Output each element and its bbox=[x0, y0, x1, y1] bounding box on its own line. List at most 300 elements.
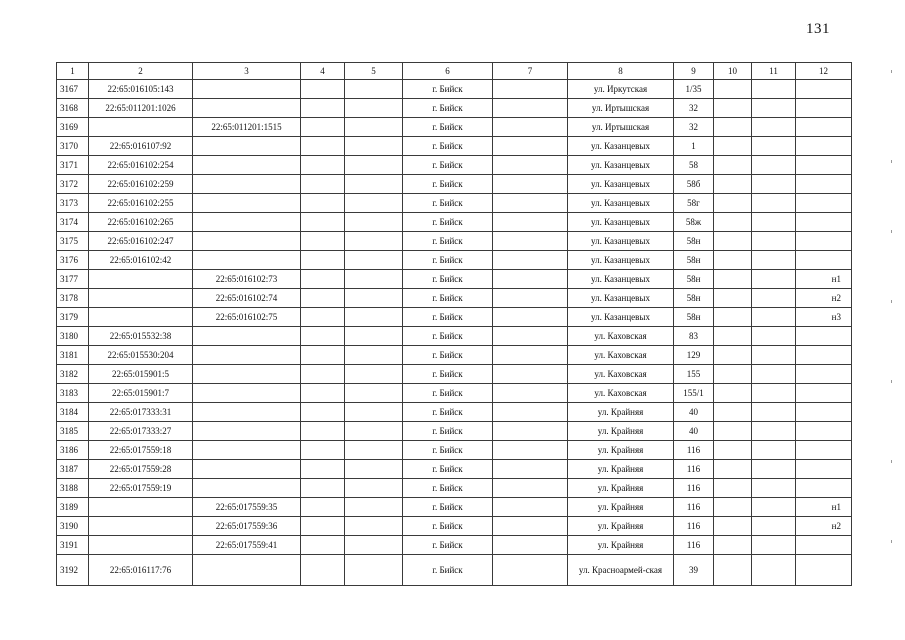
cell-col-4 bbox=[301, 118, 345, 137]
cell-col-6: г. Бийск bbox=[403, 156, 493, 175]
table-row bbox=[57, 327, 852, 346]
cell-col-6: г. Бийск bbox=[403, 384, 493, 403]
cell-col-1: 3171 bbox=[57, 156, 89, 175]
cell-col-3 bbox=[193, 175, 301, 194]
cell-col-10 bbox=[714, 365, 752, 384]
cell-col-8: ул. Крайняя bbox=[568, 498, 674, 517]
cell-col-6: г. Бийск bbox=[403, 232, 493, 251]
cell-col-9: 40 bbox=[674, 403, 714, 422]
cell-col-6: г. Бийск bbox=[403, 479, 493, 498]
cell-col-9: 40 bbox=[674, 422, 714, 441]
cell-col-4 bbox=[301, 327, 345, 346]
cell-col-10 bbox=[714, 536, 752, 555]
cell-col-4 bbox=[301, 251, 345, 270]
cell-col-7 bbox=[493, 327, 568, 346]
cell-col-9: 116 bbox=[674, 517, 714, 536]
cell-col-9: 155 bbox=[674, 365, 714, 384]
cell-col-6: г. Бийск bbox=[403, 498, 493, 517]
cell-col-12 bbox=[796, 99, 852, 118]
cell-col-3 bbox=[193, 422, 301, 441]
cell-col-12: н1 bbox=[796, 270, 852, 289]
cell-col-7 bbox=[493, 137, 568, 156]
cell-col-2: 22:65:016107:92 bbox=[89, 137, 193, 156]
cell-col-4 bbox=[301, 384, 345, 403]
cell-col-3 bbox=[193, 137, 301, 156]
cell-col-9: 116 bbox=[674, 479, 714, 498]
cell-col-7 bbox=[493, 270, 568, 289]
cell-col-4 bbox=[301, 479, 345, 498]
table-row bbox=[57, 80, 852, 99]
cell-col-1: 3178 bbox=[57, 289, 89, 308]
column-header-10: 10 bbox=[714, 63, 752, 80]
cell-col-1: 3182 bbox=[57, 365, 89, 384]
cell-col-12 bbox=[796, 213, 852, 232]
cell-col-1: 3192 bbox=[57, 555, 89, 586]
cell-col-5 bbox=[345, 536, 403, 555]
cell-col-12 bbox=[796, 118, 852, 137]
cell-col-4 bbox=[301, 403, 345, 422]
cell-col-8: ул. Казанцевых bbox=[568, 232, 674, 251]
cell-col-4 bbox=[301, 175, 345, 194]
cell-col-2: 22:65:016102:265 bbox=[89, 213, 193, 232]
cell-col-10 bbox=[714, 422, 752, 441]
cell-col-10 bbox=[714, 80, 752, 99]
cell-col-9: 58н bbox=[674, 308, 714, 327]
cell-col-8: ул. Казанцевых bbox=[568, 213, 674, 232]
cell-col-12 bbox=[796, 194, 852, 213]
cell-col-4 bbox=[301, 441, 345, 460]
cell-col-6: г. Бийск bbox=[403, 365, 493, 384]
column-header-4: 4 bbox=[301, 63, 345, 80]
cell-col-1: 3180 bbox=[57, 327, 89, 346]
cell-col-10 bbox=[714, 232, 752, 251]
cell-col-8: ул. Крайняя bbox=[568, 460, 674, 479]
cell-col-11 bbox=[752, 346, 796, 365]
cell-col-7 bbox=[493, 346, 568, 365]
cell-col-10 bbox=[714, 175, 752, 194]
cell-col-6: г. Бийск bbox=[403, 555, 493, 586]
cell-col-11 bbox=[752, 118, 796, 137]
cell-col-5 bbox=[345, 384, 403, 403]
cell-col-6: г. Бийск bbox=[403, 270, 493, 289]
cell-col-11 bbox=[752, 365, 796, 384]
header-row bbox=[57, 63, 852, 80]
cell-col-7 bbox=[493, 441, 568, 460]
cell-col-1: 3179 bbox=[57, 308, 89, 327]
cell-col-9: 116 bbox=[674, 536, 714, 555]
cell-col-3: 22:65:016102:74 bbox=[193, 289, 301, 308]
cell-col-3 bbox=[193, 156, 301, 175]
cell-col-5 bbox=[345, 346, 403, 365]
column-header-11: 11 bbox=[752, 63, 796, 80]
cell-col-8: ул. Казанцевых bbox=[568, 194, 674, 213]
cell-col-12: н2 bbox=[796, 517, 852, 536]
cell-col-1: 3191 bbox=[57, 536, 89, 555]
table-row bbox=[57, 460, 852, 479]
cell-col-6: г. Бийск bbox=[403, 175, 493, 194]
cell-col-2 bbox=[89, 308, 193, 327]
cell-col-1: 3173 bbox=[57, 194, 89, 213]
cell-col-8: ул. Каховская bbox=[568, 384, 674, 403]
cell-col-9: 58б bbox=[674, 175, 714, 194]
table-row bbox=[57, 346, 852, 365]
cell-col-12 bbox=[796, 365, 852, 384]
cell-col-1: 3177 bbox=[57, 270, 89, 289]
cell-col-7 bbox=[493, 175, 568, 194]
cell-col-5 bbox=[345, 270, 403, 289]
table-row bbox=[57, 232, 852, 251]
cell-col-9: 58н bbox=[674, 270, 714, 289]
cell-col-11 bbox=[752, 308, 796, 327]
cell-col-3 bbox=[193, 403, 301, 422]
cell-col-8: ул. Казанцевых bbox=[568, 289, 674, 308]
cell-col-4 bbox=[301, 422, 345, 441]
cell-col-2: 22:65:016102:255 bbox=[89, 194, 193, 213]
table-row bbox=[57, 536, 852, 555]
cell-col-6: г. Бийск bbox=[403, 194, 493, 213]
cell-col-12 bbox=[796, 175, 852, 194]
cell-col-5 bbox=[345, 517, 403, 536]
cell-col-9: 1/35 bbox=[674, 80, 714, 99]
cell-col-12 bbox=[796, 460, 852, 479]
cell-col-2: 22:65:016105:143 bbox=[89, 80, 193, 99]
cell-col-7 bbox=[493, 517, 568, 536]
cell-col-4 bbox=[301, 460, 345, 479]
cell-col-7 bbox=[493, 194, 568, 213]
cell-col-1: 3175 bbox=[57, 232, 89, 251]
cell-col-3: 22:65:011201:1515 bbox=[193, 118, 301, 137]
cell-col-3: 22:65:017559:36 bbox=[193, 517, 301, 536]
cell-col-2: 22:65:017559:19 bbox=[89, 479, 193, 498]
cell-col-7 bbox=[493, 536, 568, 555]
cell-col-6: г. Бийск bbox=[403, 403, 493, 422]
cell-col-2: 22:65:011201:1026 bbox=[89, 99, 193, 118]
cell-col-9: 58н bbox=[674, 251, 714, 270]
cell-col-5 bbox=[345, 213, 403, 232]
cell-col-8: ул. Каховская bbox=[568, 327, 674, 346]
cell-col-6: г. Бийск bbox=[403, 460, 493, 479]
cell-col-11 bbox=[752, 213, 796, 232]
scan-mark bbox=[891, 460, 892, 463]
cell-col-6: г. Бийск bbox=[403, 422, 493, 441]
cell-col-9: 39 bbox=[674, 555, 714, 586]
cell-col-6: г. Бийск bbox=[403, 308, 493, 327]
cell-col-10 bbox=[714, 213, 752, 232]
table-row bbox=[57, 384, 852, 403]
cell-col-7 bbox=[493, 384, 568, 403]
cell-col-8: ул. Красноармей-ская bbox=[568, 555, 674, 586]
cell-col-10 bbox=[714, 517, 752, 536]
cell-col-7 bbox=[493, 365, 568, 384]
column-header-8: 8 bbox=[568, 63, 674, 80]
cell-col-3 bbox=[193, 460, 301, 479]
cell-col-5 bbox=[345, 479, 403, 498]
cell-col-1: 3189 bbox=[57, 498, 89, 517]
column-header-12: 12 bbox=[796, 63, 852, 80]
column-header-7: 7 bbox=[493, 63, 568, 80]
cell-col-8: ул. Казанцевых bbox=[568, 175, 674, 194]
cell-col-7 bbox=[493, 422, 568, 441]
cell-col-5 bbox=[345, 251, 403, 270]
cell-col-8: ул. Крайняя bbox=[568, 517, 674, 536]
cell-col-10 bbox=[714, 308, 752, 327]
cell-col-4 bbox=[301, 555, 345, 586]
table-row bbox=[57, 517, 852, 536]
cell-col-12: н3 bbox=[796, 308, 852, 327]
cell-col-2: 22:65:017559:18 bbox=[89, 441, 193, 460]
cell-col-12 bbox=[796, 555, 852, 586]
cell-col-7 bbox=[493, 251, 568, 270]
cell-col-4 bbox=[301, 213, 345, 232]
cell-col-1: 3186 bbox=[57, 441, 89, 460]
cell-col-1: 3174 bbox=[57, 213, 89, 232]
cell-col-3 bbox=[193, 99, 301, 118]
cell-col-1: 3185 bbox=[57, 422, 89, 441]
cell-col-5 bbox=[345, 80, 403, 99]
cell-col-8: ул. Каховская bbox=[568, 365, 674, 384]
page-number: 131 bbox=[806, 21, 830, 37]
scan-mark bbox=[891, 70, 892, 73]
cell-col-12 bbox=[796, 403, 852, 422]
cell-col-6: г. Бийск bbox=[403, 99, 493, 118]
cell-col-4 bbox=[301, 365, 345, 384]
scan-mark bbox=[891, 380, 892, 383]
cell-col-12 bbox=[796, 384, 852, 403]
cell-col-4 bbox=[301, 137, 345, 156]
cell-col-7 bbox=[493, 479, 568, 498]
cell-col-4 bbox=[301, 270, 345, 289]
cell-col-9: 58н bbox=[674, 232, 714, 251]
column-header-6: 6 bbox=[403, 63, 493, 80]
cell-col-8: ул. Каховская bbox=[568, 346, 674, 365]
cell-col-8: ул. Казанцевых bbox=[568, 308, 674, 327]
cell-col-11 bbox=[752, 270, 796, 289]
cell-col-4 bbox=[301, 194, 345, 213]
cell-col-7 bbox=[493, 232, 568, 251]
cell-col-8: ул. Казанцевых bbox=[568, 251, 674, 270]
cell-col-2 bbox=[89, 118, 193, 137]
cell-col-5 bbox=[345, 422, 403, 441]
cell-col-2: 22:65:016102:259 bbox=[89, 175, 193, 194]
cell-col-2: 22:65:015901:7 bbox=[89, 384, 193, 403]
cell-col-7 bbox=[493, 80, 568, 99]
cell-col-8: ул. Крайняя bbox=[568, 536, 674, 555]
cell-col-3: 22:65:016102:73 bbox=[193, 270, 301, 289]
cell-col-8: ул. Иркутская bbox=[568, 80, 674, 99]
cell-col-11 bbox=[752, 137, 796, 156]
cell-col-5 bbox=[345, 118, 403, 137]
cell-col-10 bbox=[714, 460, 752, 479]
cell-col-12 bbox=[796, 441, 852, 460]
cell-col-4 bbox=[301, 536, 345, 555]
cell-col-6: г. Бийск bbox=[403, 441, 493, 460]
cell-col-7 bbox=[493, 213, 568, 232]
table-row bbox=[57, 213, 852, 232]
cell-col-1: 3172 bbox=[57, 175, 89, 194]
cell-col-1: 3167 bbox=[57, 80, 89, 99]
cell-col-11 bbox=[752, 327, 796, 346]
cell-col-2: 22:65:017559:28 bbox=[89, 460, 193, 479]
cell-col-5 bbox=[345, 327, 403, 346]
cell-col-8: ул. Крайняя bbox=[568, 479, 674, 498]
cell-col-11 bbox=[752, 232, 796, 251]
cell-col-2: 22:65:017333:31 bbox=[89, 403, 193, 422]
cell-col-4 bbox=[301, 308, 345, 327]
cell-col-11 bbox=[752, 536, 796, 555]
cell-col-10 bbox=[714, 118, 752, 137]
cell-col-5 bbox=[345, 441, 403, 460]
cell-col-2: 22:65:016102:247 bbox=[89, 232, 193, 251]
cell-col-5 bbox=[345, 137, 403, 156]
cell-col-6: г. Бийск bbox=[403, 346, 493, 365]
cell-col-11 bbox=[752, 156, 796, 175]
cell-col-7 bbox=[493, 403, 568, 422]
cell-col-10 bbox=[714, 555, 752, 586]
table-body bbox=[57, 80, 852, 586]
cell-col-6: г. Бийск bbox=[403, 289, 493, 308]
cell-col-5 bbox=[345, 308, 403, 327]
cell-col-2: 22:65:016102:42 bbox=[89, 251, 193, 270]
cell-col-3: 22:65:016102:75 bbox=[193, 308, 301, 327]
cell-col-11 bbox=[752, 403, 796, 422]
cell-col-1: 3184 bbox=[57, 403, 89, 422]
cell-col-12 bbox=[796, 536, 852, 555]
cell-col-12 bbox=[796, 346, 852, 365]
cell-col-2: 22:65:015530:204 bbox=[89, 346, 193, 365]
cell-col-10 bbox=[714, 270, 752, 289]
cell-col-11 bbox=[752, 555, 796, 586]
cell-col-7 bbox=[493, 156, 568, 175]
cell-col-11 bbox=[752, 498, 796, 517]
cell-col-2 bbox=[89, 270, 193, 289]
cell-col-4 bbox=[301, 99, 345, 118]
register-table bbox=[56, 62, 852, 586]
cell-col-10 bbox=[714, 194, 752, 213]
cell-col-8: ул. Казанцевых bbox=[568, 270, 674, 289]
cell-col-7 bbox=[493, 498, 568, 517]
cell-col-3: 22:65:017559:41 bbox=[193, 536, 301, 555]
cell-col-9: 1 bbox=[674, 137, 714, 156]
cell-col-6: г. Бийск bbox=[403, 536, 493, 555]
column-header-9: 9 bbox=[674, 63, 714, 80]
cell-col-7 bbox=[493, 460, 568, 479]
cell-col-10 bbox=[714, 498, 752, 517]
cell-col-11 bbox=[752, 422, 796, 441]
cell-col-12: н1 bbox=[796, 498, 852, 517]
cell-col-11 bbox=[752, 80, 796, 99]
cell-col-3 bbox=[193, 555, 301, 586]
cell-col-2: 22:65:016102:254 bbox=[89, 156, 193, 175]
table-row bbox=[57, 270, 852, 289]
cell-col-3 bbox=[193, 80, 301, 99]
cell-col-1: 3183 bbox=[57, 384, 89, 403]
scan-mark bbox=[891, 230, 892, 233]
cell-col-8: ул. Крайняя bbox=[568, 441, 674, 460]
cell-col-1: 3190 bbox=[57, 517, 89, 536]
table-row bbox=[57, 175, 852, 194]
cell-col-3 bbox=[193, 251, 301, 270]
cell-col-4 bbox=[301, 156, 345, 175]
cell-col-9: 83 bbox=[674, 327, 714, 346]
cell-col-11 bbox=[752, 194, 796, 213]
cell-col-1: 3176 bbox=[57, 251, 89, 270]
cell-col-2 bbox=[89, 289, 193, 308]
cell-col-8: ул. Иртышская bbox=[568, 118, 674, 137]
cell-col-10 bbox=[714, 441, 752, 460]
cell-col-1: 3170 bbox=[57, 137, 89, 156]
table-row bbox=[57, 403, 852, 422]
cell-col-3 bbox=[193, 213, 301, 232]
cell-col-9: 116 bbox=[674, 498, 714, 517]
cell-col-6: г. Бийск bbox=[403, 517, 493, 536]
cell-col-12 bbox=[796, 251, 852, 270]
cell-col-9: 58ж bbox=[674, 213, 714, 232]
table-row bbox=[57, 365, 852, 384]
column-header-3: 3 bbox=[193, 63, 301, 80]
cell-col-6: г. Бийск bbox=[403, 137, 493, 156]
cell-col-3 bbox=[193, 441, 301, 460]
cell-col-11 bbox=[752, 460, 796, 479]
cell-col-11 bbox=[752, 289, 796, 308]
cell-col-7 bbox=[493, 118, 568, 137]
table-row bbox=[57, 479, 852, 498]
cell-col-1: 3188 bbox=[57, 479, 89, 498]
cell-col-11 bbox=[752, 517, 796, 536]
cell-col-3 bbox=[193, 346, 301, 365]
cell-col-3 bbox=[193, 194, 301, 213]
cell-col-9: 58н bbox=[674, 289, 714, 308]
cell-col-12 bbox=[796, 137, 852, 156]
cell-col-5 bbox=[345, 232, 403, 251]
cell-col-4 bbox=[301, 80, 345, 99]
cell-col-8: ул. Крайняя bbox=[568, 403, 674, 422]
table-row bbox=[57, 251, 852, 270]
table-row bbox=[57, 289, 852, 308]
cell-col-5 bbox=[345, 365, 403, 384]
table-row bbox=[57, 99, 852, 118]
cell-col-9: 58г bbox=[674, 194, 714, 213]
cell-col-9: 155/1 bbox=[674, 384, 714, 403]
cell-col-7 bbox=[493, 308, 568, 327]
cell-col-1: 3168 bbox=[57, 99, 89, 118]
cell-col-12 bbox=[796, 479, 852, 498]
cell-col-2: 22:65:015901:5 bbox=[89, 365, 193, 384]
cell-col-5 bbox=[345, 194, 403, 213]
cell-col-5 bbox=[345, 156, 403, 175]
cell-col-5 bbox=[345, 460, 403, 479]
cell-col-10 bbox=[714, 384, 752, 403]
cell-col-6: г. Бийск bbox=[403, 251, 493, 270]
table-row bbox=[57, 498, 852, 517]
cell-col-12 bbox=[796, 232, 852, 251]
cell-col-6: г. Бийск bbox=[403, 118, 493, 137]
cell-col-7 bbox=[493, 99, 568, 118]
cell-col-10 bbox=[714, 289, 752, 308]
cell-col-2 bbox=[89, 517, 193, 536]
cell-col-3 bbox=[193, 365, 301, 384]
cell-col-7 bbox=[493, 289, 568, 308]
table-row bbox=[57, 441, 852, 460]
cell-col-9: 129 bbox=[674, 346, 714, 365]
cell-col-11 bbox=[752, 479, 796, 498]
cell-col-12 bbox=[796, 80, 852, 99]
cell-col-11 bbox=[752, 99, 796, 118]
scan-mark bbox=[891, 300, 892, 303]
cell-col-1: 3169 bbox=[57, 118, 89, 137]
table-row bbox=[57, 308, 852, 327]
cell-col-10 bbox=[714, 99, 752, 118]
cell-col-3 bbox=[193, 384, 301, 403]
